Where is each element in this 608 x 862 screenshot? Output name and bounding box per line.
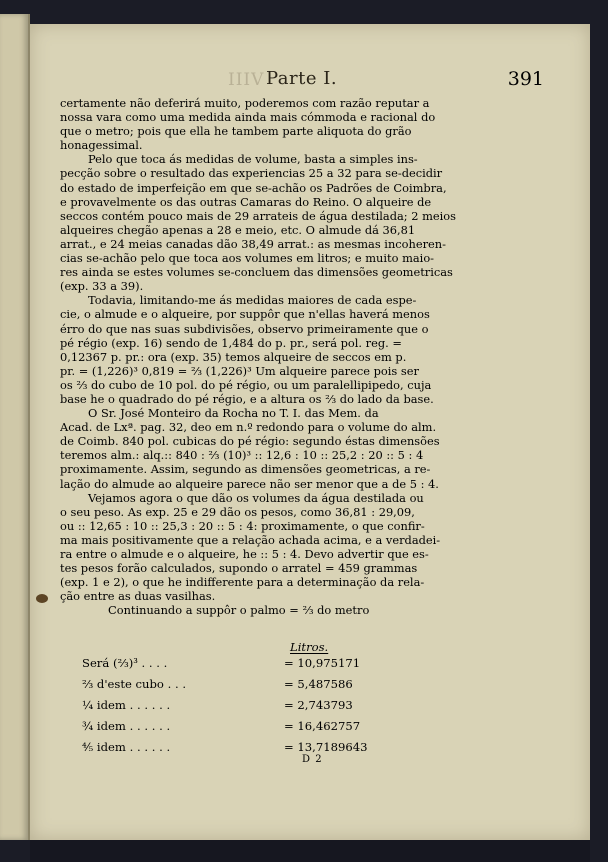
- text-line: pé régio (exp. 16) sendo de 1,484 do p. pr., será pol. reg. =: [60, 335, 402, 350]
- text-line: O Sr. José Monteiro da Rocha no T. I. das Mem. da: [88, 406, 379, 421]
- page-bottom-edge: [30, 840, 590, 862]
- table-row-label: ¼ idem . . . . . .: [82, 698, 171, 712]
- text-line: o seu peso. As exp. 25 e 29 dão os pesos, como 36,81 : 29,09,: [60, 504, 415, 519]
- table-header-litros: Litros.: [290, 640, 329, 654]
- text-line: érro do que nas suas subdivisões, observo primeiramente que o: [60, 321, 429, 336]
- table-row: [60, 698, 474, 718]
- text-line: 0,12367 p. pr.: ora (exp. 35) temos alqueire de seccos em p.: [60, 349, 407, 364]
- text-line: Continuando a suppôr o palmo = ⅔ do metro: [108, 603, 370, 618]
- text-line: cias se-achão pelo que toca aos volumes em litros; e muito maio-: [60, 251, 435, 266]
- running-head: [30, 66, 590, 94]
- text-line: que o metro; pois que ella he tambem parte aliquota do grão: [60, 124, 412, 139]
- table-row-value: = 5,487586: [284, 677, 353, 691]
- table-row-label: ⅘ idem . . . . . .: [82, 740, 171, 754]
- bleed-through-text: IIIV: [228, 70, 265, 90]
- left-page-edge: [0, 14, 30, 840]
- text-line: Pelo que toca ás medidas de volume, basta a simples ins-: [88, 152, 418, 167]
- text-line: honagessimal.: [60, 138, 143, 153]
- table-row: [60, 719, 474, 739]
- text-line: arrat., e 24 meias canadas dão 38,49 arrat.: as mesmas incoheren-: [60, 236, 446, 251]
- text-line: cie, o almude e o alqueire, por suppôr que n'ellas haverá menos: [60, 307, 430, 322]
- text-line: ção entre as duas vasilhas.: [60, 589, 216, 604]
- table-row-value: = 13,7189643: [284, 740, 368, 754]
- text-line: os ⅔ do cubo de 10 pol. do pé régio, ou um paralellipipedo, cuja: [60, 377, 432, 392]
- page-number: 391: [507, 68, 544, 90]
- text-line: pecção sobre o resultado das experiencias 25 a 32 para se-decidir: [60, 166, 443, 181]
- text-line: proximamente. Assim, segundo as dimensões geometricas, a re-: [60, 462, 431, 477]
- text-line: (exp. 1 e 2), o que he indifferente para a determinação da rela-: [60, 575, 425, 590]
- text-line: Acad. de Lxª. pag. 32, deo em n.º redondo para o volume do alm.: [60, 420, 437, 435]
- text-line: ou :: 12,65 : 10 :: 25,3 : 20 :: 5 : 4: proximamente, o que confir-: [60, 518, 425, 533]
- text-line: tes pesos forão calculados, supondo o arratel = 459 grammas: [60, 561, 418, 576]
- text-line: e provavelmente os das outras Camaras do Reino. O alqueire de: [60, 194, 432, 209]
- text-line: seccos contém pouco mais de 29 arrateis de água destilada; 2 meios: [60, 208, 457, 223]
- text-line: do estado de imperfeição em que se-achão os Padrões de Coimbra,: [60, 180, 447, 195]
- table-row-value: = 10,975171: [284, 656, 361, 670]
- text-line: lação do almude ao alqueire parece não ser menor que a de 5 : 4.: [60, 476, 439, 491]
- signature-mark: D 2: [302, 754, 323, 765]
- text-line: teremos alm.: alq.:: 840 : ⅔ (10)³ :: 12,6 : 10 :: 25,2 : 20 :: 5 : 4: [60, 448, 424, 463]
- table-row-label: ¾ idem . . . . . .: [82, 719, 171, 733]
- table-row-value: = 16,462757: [284, 719, 361, 733]
- text-line: (exp. 33 a 39).: [60, 279, 144, 294]
- text-line: alqueires chegão apenas a 28 e meio, etc. O almude dá 36,81: [60, 222, 416, 237]
- table-row: [60, 740, 474, 760]
- text-line: ra entre o almude e o alqueire, he :: 5 : 4. Devo advertir que es-: [60, 547, 429, 561]
- text-line: Todavia, limitando-me ás medidas maiores de cada espe-: [88, 293, 417, 308]
- text-line: Vejamos agora o que dão os volumes da água destilada ou: [88, 490, 424, 505]
- table-row-value: = 2,743793: [284, 698, 353, 712]
- text-line: certamente não deferirá muito, poderemos com razão reputar a: [60, 96, 430, 110]
- text-line: res ainda se estes volumes se-concluem das dimensões geometricas: [60, 265, 453, 280]
- table-row-label: ⅔ d'este cubo . . .: [82, 677, 187, 691]
- text-line: base he o quadrado do pé régio, e a altura os ⅔ do lado da base.: [60, 391, 434, 406]
- table-row-label: Será (⅔)³ . . . .: [82, 656, 168, 670]
- text-line: pr. = (1,226)³ 0,819 = ⅔ (1,226)³ Um alqueire parece pois ser: [60, 363, 419, 378]
- ink-stain: [36, 594, 48, 603]
- body-text: [60, 96, 474, 617]
- table-row: [60, 677, 474, 697]
- table-row: [60, 656, 474, 676]
- part-title: Parte I.: [266, 68, 338, 89]
- text-line: nossa vara como uma medida ainda mais cómmoda e racional do: [60, 110, 436, 125]
- text-line: de Coimb. 840 pol. cubicas do pé régio: segundo éstas dimensões: [60, 434, 440, 449]
- text-line: ma mais positivamente que a relação achada acima, e a verdadei-: [60, 532, 441, 547]
